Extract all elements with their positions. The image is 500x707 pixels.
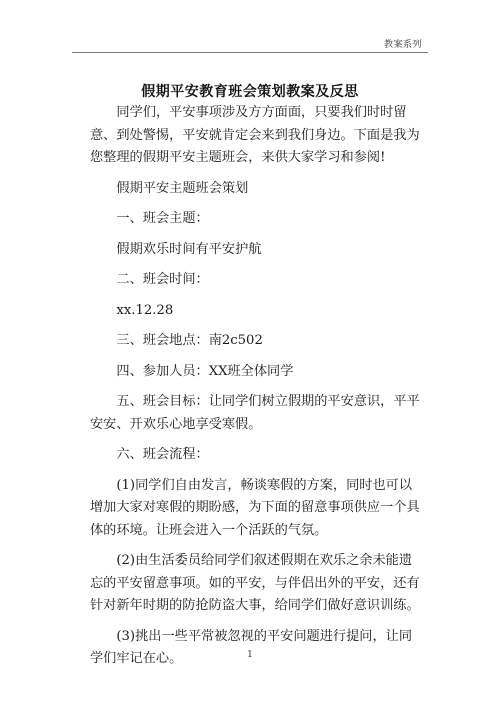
paragraph-subtitle: 假期平安主题班会策划	[116, 180, 249, 196]
paragraph-section-location: 三、班会地点：南2c502	[116, 333, 263, 348]
paragraph-time-value: xx.12.28	[116, 302, 174, 318]
paragraph-intro: 同学们，平安事项涉及方方面面，只要我们时时留意、到处警惕，平安就肯定会来到我们身边。下面是我为您整理的假期平安主题班会，来供大家学习和参阅!	[90, 105, 420, 165]
paragraph-process-step-1: (1)同学们自由发言，畅谈寒假的方案，同时也可以增加大家对寒假的期盼感，为下面的留意事项供应一个具体的环境。让班会进入一个活跃的气氛。	[90, 477, 420, 538]
page-number: 1	[247, 650, 253, 660]
paragraph-process-step-3: (3)挑出一些平常被忽视的平安问题进行提问，让同学们牢记在心。	[90, 628, 413, 666]
paragraph-section-goal: 五、班会目标：让同学们树立假期的平安意识，平平安安、开欢乐心地享受寒假。	[90, 394, 420, 432]
document-body	[90, 102, 422, 679]
paragraph-process-step-2: (2)由生活委员给同学们叙述假期在欢乐之余未能遗忘的平安留意事项。如的平安，与伴侣出外的平安，还有针对新年时期的防抢防盗大事，给同学们做好意识训练。	[90, 553, 420, 613]
header-rule	[72, 52, 428, 53]
paragraph-section-time: 二、班会时间：	[116, 272, 209, 287]
paragraph-section-participants: 四、参加人员：XX班全体同学	[116, 363, 294, 379]
document-title: 假期平安教育班会策划教案及反思	[141, 84, 359, 100]
paragraph-theme-value: 假期欢乐时间有平安护航	[116, 241, 262, 257]
paragraph-section-theme: 一、班会主题：	[116, 211, 209, 226]
header-label: 教案系列	[383, 40, 422, 50]
paragraph-section-process: 六、班会流程：	[116, 447, 209, 462]
